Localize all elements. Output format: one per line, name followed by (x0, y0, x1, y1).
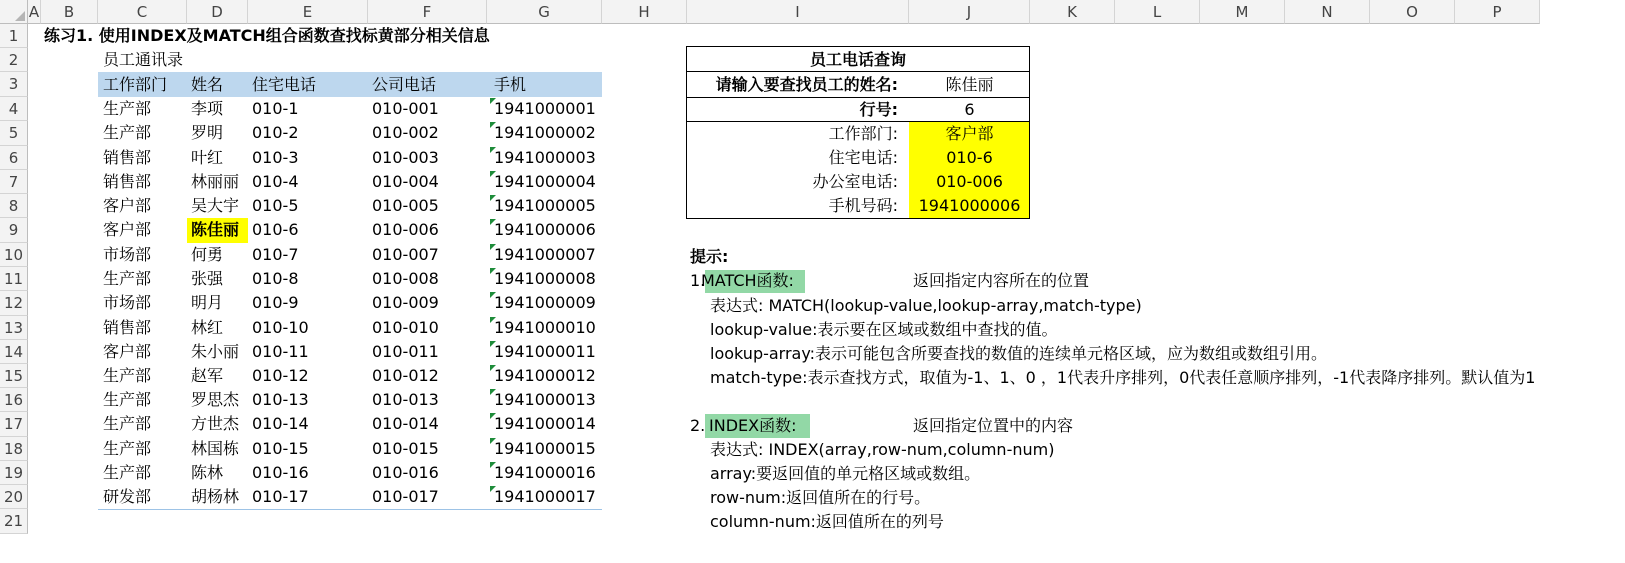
index-description[interactable]: 返回指定位置中的内容 (913, 416, 1074, 435)
table-cell[interactable]: 010-004 (372, 172, 439, 191)
column-header-n[interactable]: N (1285, 0, 1370, 24)
number-as-text-marker (490, 98, 496, 104)
table-cell[interactable]: 1941000001 (494, 99, 596, 118)
row-header-9[interactable]: 9 (0, 218, 28, 243)
column-header-f[interactable]: F (368, 0, 487, 24)
number-as-text-marker (490, 244, 496, 250)
query-title[interactable]: 员工电话查询 (809, 50, 906, 69)
table-cell[interactable]: 010-7 (252, 245, 299, 264)
table-cell[interactable]: 生产部 (103, 390, 152, 409)
table-cell[interactable]: 张强 (191, 269, 224, 288)
row-header-2[interactable]: 2 (0, 48, 28, 72)
index-title[interactable]: INDEX函数: (709, 416, 797, 435)
table-cell[interactable]: 1941000016 (494, 463, 596, 482)
table-cell[interactable]: 010-006 (372, 220, 439, 239)
number-as-text-marker (490, 317, 496, 323)
number-as-text-marker (490, 195, 496, 201)
row-header-17[interactable]: 17 (0, 412, 28, 437)
table-header-cell[interactable]: 住宅电话 (252, 75, 317, 94)
column-header-l[interactable]: L (1115, 0, 1200, 24)
row-header-8[interactable]: 8 (0, 194, 28, 218)
match-number: 1. (690, 271, 706, 290)
query-field-label[interactable]: 工作部门: (828, 124, 898, 143)
directory-caption[interactable]: 员工通讯录 (103, 50, 184, 69)
table-cell[interactable]: 010-009 (372, 293, 439, 312)
table-cell[interactable]: 010-14 (252, 414, 309, 433)
table-cell[interactable]: 客户部 (103, 220, 152, 239)
match-title[interactable]: MATCH函数: (701, 271, 794, 290)
table-cell[interactable]: 方世杰 (191, 414, 240, 433)
number-as-text-marker (490, 486, 496, 492)
table-cell[interactable]: 生产部 (103, 414, 152, 433)
number-as-text-marker (490, 365, 496, 371)
column-header-d[interactable]: D (187, 0, 248, 24)
table-cell[interactable]: 生产部 (103, 366, 152, 385)
number-as-text-marker (490, 219, 496, 225)
table-cell[interactable]: 客户部 (103, 196, 152, 215)
column-header-m[interactable]: M (1200, 0, 1285, 24)
table-cell[interactable]: 010-11 (252, 342, 309, 361)
table-cell[interactable]: 研发部 (103, 487, 152, 506)
table-cell[interactable]: 010-011 (372, 342, 439, 361)
table-cell[interactable]: 生产部 (103, 463, 152, 482)
row-header-1[interactable]: 1 (0, 24, 28, 48)
query-name-input[interactable]: 陈佳丽 (945, 75, 994, 94)
index-detail-line[interactable]: array:要返回值的单元格区域或数组。 (710, 464, 981, 483)
row-header-19[interactable]: 19 (0, 461, 28, 485)
query-field-label[interactable]: 住宅电话: (828, 148, 898, 167)
table-cell[interactable]: 销售部 (103, 172, 152, 191)
row-header-20[interactable]: 20 (0, 485, 28, 509)
table-cell[interactable]: 吴大宇 (191, 196, 240, 215)
table-cell[interactable]: 010-002 (372, 123, 439, 142)
number-as-text-marker (490, 413, 496, 419)
table-cell[interactable]: 010-008 (372, 269, 439, 288)
table-cell[interactable]: 010-6 (252, 220, 299, 239)
row-header-11[interactable]: 11 (0, 267, 28, 291)
table-cell[interactable]: 010-10 (252, 318, 309, 337)
number-as-text-marker (490, 341, 496, 347)
table-cell[interactable]: 罗思杰 (191, 390, 240, 409)
table-cell[interactable]: 销售部 (103, 318, 152, 337)
query-field-value[interactable]: 010-006 (936, 172, 1003, 191)
table-cell[interactable]: 李项 (191, 99, 224, 118)
match-detail-line[interactable]: 表达式: MATCH(lookup-value,lookup-array,match-type) (710, 296, 1142, 315)
row-header-13[interactable]: 13 (0, 316, 28, 340)
row-header-4[interactable]: 4 (0, 97, 28, 121)
number-as-text-marker (490, 438, 496, 444)
table-cell[interactable]: 1941000004 (494, 172, 596, 191)
query-field-value[interactable]: 客户部 (945, 124, 994, 143)
table-cell[interactable]: 生产部 (103, 439, 152, 458)
match-detail-line[interactable]: lookup-value:表示要在区域或数组中查找的值。 (710, 320, 1058, 339)
column-header-j[interactable]: J (909, 0, 1030, 24)
query-field-label[interactable]: 手机号码: (828, 196, 898, 215)
table-cell[interactable]: 010-010 (372, 318, 439, 337)
directory-bottom-border (98, 509, 602, 510)
index-detail-line[interactable]: 表达式: INDEX(array,row-num,column-num) (710, 440, 1055, 459)
column-header-e[interactable]: E (248, 0, 368, 24)
exercise-title[interactable]: 练习1. 使用INDEX及MATCH组合函数查找标黄部分相关信息 (44, 26, 490, 45)
row-header-10[interactable]: 10 (0, 243, 28, 267)
query-field-label[interactable]: 办公室电话: (812, 172, 898, 191)
index-number: 2. (690, 416, 706, 435)
column-header-h[interactable]: H (602, 0, 687, 24)
query-field-value[interactable]: 010-6 (946, 148, 993, 167)
column-header-k[interactable]: K (1030, 0, 1115, 24)
row-header-6[interactable]: 6 (0, 146, 28, 170)
table-cell[interactable]: 1941000011 (494, 342, 596, 361)
row-header-16[interactable]: 16 (0, 388, 28, 412)
table-cell[interactable]: 010-15 (252, 439, 309, 458)
query-name-label[interactable]: 请输入要查找员工的姓名: (715, 75, 898, 94)
table-cell[interactable]: 1941000015 (494, 439, 596, 458)
row-header-14[interactable]: 14 (0, 340, 28, 364)
table-cell[interactable]: 林红 (191, 318, 224, 337)
index-detail-line[interactable]: row-num:返回值所在的行号。 (710, 488, 931, 507)
match-description[interactable]: 返回指定内容所在的位置 (913, 271, 1090, 290)
column-header-c[interactable]: C (98, 0, 187, 24)
table-cell[interactable]: 010-015 (372, 439, 439, 458)
number-as-text-marker (490, 122, 496, 128)
table-cell[interactable]: 叶红 (191, 148, 224, 167)
table-cell[interactable]: 1941000008 (494, 269, 596, 288)
query-row-value[interactable]: 6 (964, 100, 975, 119)
number-as-text-marker (490, 462, 496, 468)
table-cell[interactable]: 010-13 (252, 390, 309, 409)
table-cell[interactable]: 010-003 (372, 148, 439, 167)
table-cell[interactable]: 1941000006 (494, 220, 596, 239)
directory-header-band (98, 72, 602, 97)
column-header-p[interactable]: P (1455, 0, 1540, 24)
table-cell[interactable]: 销售部 (103, 148, 152, 167)
table-cell[interactable]: 010-016 (372, 463, 439, 482)
table-cell[interactable]: 市场部 (103, 293, 152, 312)
query-field-value[interactable]: 1941000006 (918, 196, 1021, 215)
table-cell[interactable]: 林丽丽 (191, 172, 240, 191)
table-header-cell[interactable]: 手机 (494, 75, 527, 94)
table-cell[interactable]: 010-12 (252, 366, 309, 385)
table-header-cell[interactable]: 姓名 (191, 75, 224, 94)
number-as-text-marker (490, 389, 496, 395)
table-cell[interactable]: 010-17 (252, 487, 309, 506)
table-cell[interactable]: 朱小丽 (191, 342, 240, 361)
index-detail-line[interactable]: column-num:返回值所在的列号 (710, 512, 944, 531)
table-cell[interactable]: 陈佳丽 (191, 220, 240, 239)
table-cell[interactable]: 010-16 (252, 463, 309, 482)
table-cell[interactable]: 1941000014 (494, 414, 596, 433)
number-as-text-marker (490, 147, 496, 153)
table-cell[interactable]: 1941000002 (494, 123, 596, 142)
table-cell[interactable]: 1941000012 (494, 366, 596, 385)
table-cell[interactable]: 生产部 (103, 123, 152, 142)
row-header-7[interactable]: 7 (0, 170, 28, 194)
query-row-label[interactable]: 行号: (859, 100, 898, 119)
row-header-21[interactable]: 21 (0, 509, 28, 534)
column-header-o[interactable]: O (1370, 0, 1455, 24)
table-cell[interactable]: 010-2 (252, 123, 299, 142)
row-header-18[interactable]: 18 (0, 437, 28, 461)
column-header-a[interactable]: A (28, 0, 41, 24)
table-cell[interactable]: 何勇 (191, 245, 224, 264)
tips-heading[interactable]: 提示: (690, 247, 729, 266)
number-as-text-marker (490, 268, 496, 274)
table-cell[interactable]: 1941000003 (494, 148, 596, 167)
column-header-i[interactable]: I (687, 0, 909, 24)
table-cell[interactable]: 1941000010 (494, 318, 596, 337)
table-cell[interactable]: 客户部 (103, 342, 152, 361)
select-all-corner[interactable] (0, 0, 28, 24)
table-cell[interactable]: 010-1 (252, 99, 299, 118)
table-cell[interactable]: 010-3 (252, 148, 299, 167)
table-cell[interactable]: 1941000013 (494, 390, 596, 409)
table-cell[interactable]: 1941000017 (494, 487, 596, 506)
table-cell[interactable]: 010-001 (372, 99, 439, 118)
table-cell[interactable]: 010-007 (372, 245, 439, 264)
table-cell[interactable]: 1941000007 (494, 245, 596, 264)
row-header-3[interactable]: 3 (0, 72, 28, 97)
table-cell[interactable]: 010-005 (372, 196, 439, 215)
table-cell[interactable]: 010-013 (372, 390, 439, 409)
table-cell[interactable]: 010-012 (372, 366, 439, 385)
table-cell[interactable]: 生产部 (103, 269, 152, 288)
table-cell[interactable]: 1941000005 (494, 196, 596, 215)
table-cell[interactable]: 010-014 (372, 414, 439, 433)
column-header-g[interactable]: G (487, 0, 602, 24)
table-cell[interactable]: 生产部 (103, 99, 152, 118)
table-cell[interactable]: 010-9 (252, 293, 299, 312)
table-cell[interactable]: 010-8 (252, 269, 299, 288)
row-header-15[interactable]: 15 (0, 364, 28, 388)
table-cell[interactable]: 010-4 (252, 172, 299, 191)
number-as-text-marker (490, 171, 496, 177)
table-cell[interactable]: 明月 (191, 293, 224, 312)
number-as-text-marker (490, 292, 496, 298)
table-cell[interactable]: 赵军 (191, 366, 224, 385)
table-cell[interactable]: 010-017 (372, 487, 439, 506)
row-header-12[interactable]: 12 (0, 291, 28, 316)
row-header-5[interactable]: 5 (0, 121, 28, 146)
table-cell[interactable]: 林国栋 (191, 439, 240, 458)
table-cell[interactable]: 010-5 (252, 196, 299, 215)
table-cell[interactable]: 市场部 (103, 245, 152, 264)
match-detail-line[interactable]: lookup-array:表示可能包含所要查找的数值的连续单元格区域，应为数组或数组引用。 (710, 344, 1328, 363)
table-header-cell[interactable]: 公司电话 (372, 75, 437, 94)
table-cell[interactable]: 罗明 (191, 123, 224, 142)
table-cell[interactable]: 陈林 (191, 463, 224, 482)
match-detail-line[interactable]: match-type:表示查找方式，取值为-1、1、0 ，1代表升序排列，0代表任意顺序排列，-1代表降序排列。默认值为1 (710, 368, 1536, 387)
column-header-b[interactable]: B (41, 0, 98, 24)
table-cell[interactable]: 胡杨林 (191, 487, 240, 506)
table-cell[interactable]: 1941000009 (494, 293, 596, 312)
table-header-cell[interactable]: 工作部门 (103, 75, 168, 94)
